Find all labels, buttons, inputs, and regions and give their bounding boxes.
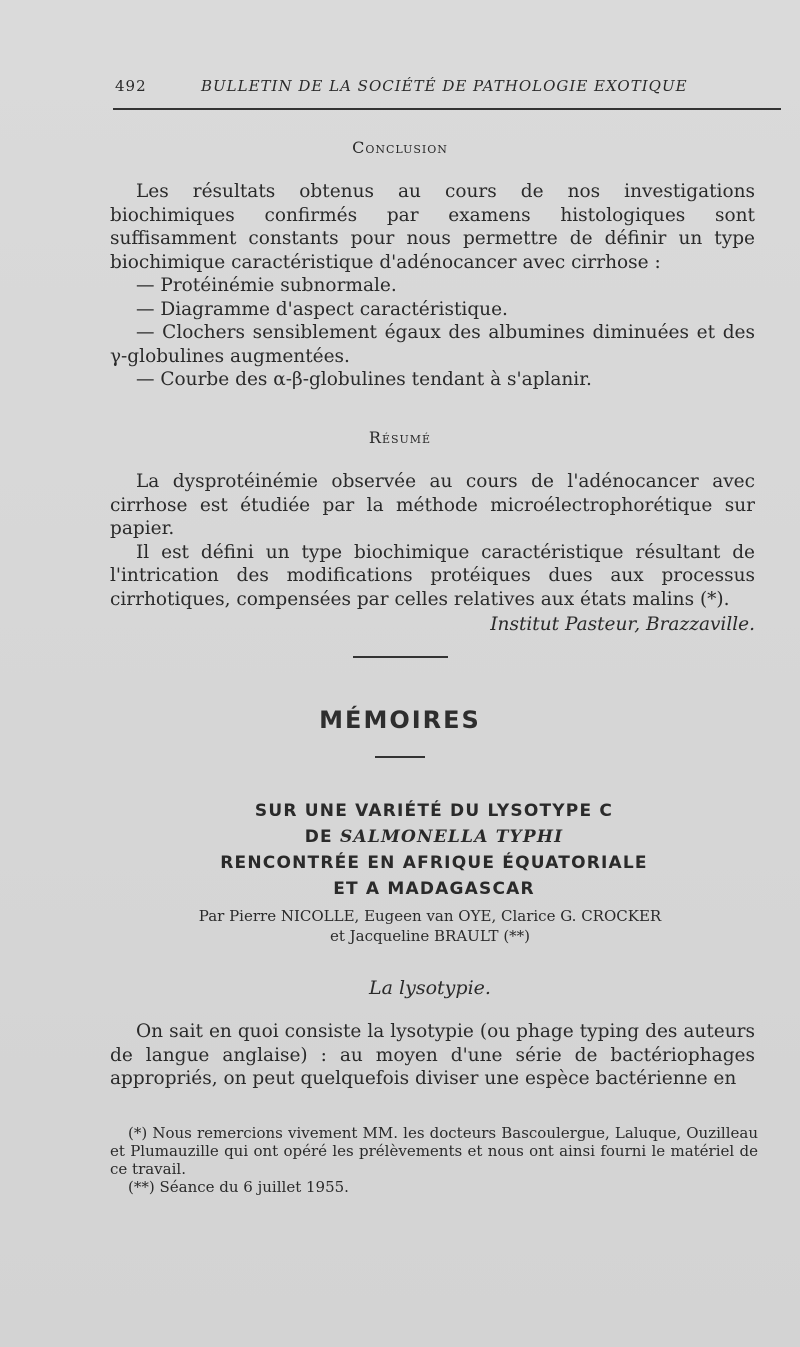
footnote-2: (**) Séance du 6 juillet 1955. — [128, 1178, 349, 1196]
running-title: BULLETIN DE LA SOCIÉTÉ DE PATHOLOGIE EXOTIQUE — [201, 77, 688, 95]
memoires-underline — [375, 756, 425, 758]
affiliation: Institut Pasteur, Brazzaville. — [490, 614, 755, 635]
conclusion-item-3: — Clochers sensiblement égaux des albumines diminuées et des γ-globulines augmentées. — [110, 322, 755, 367]
authors-line-1: Par Pierre NICOLLE, Eugeen van OYE, Clarice G. CROCKER — [198, 907, 662, 925]
conclusion-paragraph: Les résultats obtenus au cours de nos investigations biochimiques confirmés par examens histologiques sont suffisamment constants pour nous permettre de définir un type biochimique caractéristique d'adénocancer avec cirrhose : — [110, 181, 755, 273]
authors-line-2: et Jacqueline BRAULT (**) — [329, 927, 531, 945]
subsection-heading: La lysotypie. — [369, 977, 491, 999]
page-number: 492 — [115, 77, 147, 95]
conclusion-item-4: — Courbe des α-β-globulines tendant à s'aplanir. — [136, 369, 592, 390]
article-title-line-3: RENCONTRÉE EN AFRIQUE ÉQUATORIALE — [220, 853, 648, 873]
memoires-heading: MÉMOIRES — [319, 706, 481, 734]
article-title-line-1: SUR UNE VARIÉTÉ DU LYSOTYPE C — [254, 801, 614, 821]
resume-body — [110, 470, 755, 637]
article-title-species: SALMONELLA TYPHI — [339, 827, 564, 847]
resume-title: Résumé — [368, 428, 432, 447]
header-rule — [113, 108, 781, 110]
section-divider — [353, 656, 448, 658]
footnotes — [110, 1124, 758, 1196]
article-body — [110, 1020, 755, 1091]
conclusion-body — [110, 180, 755, 392]
article-authors — [150, 906, 710, 946]
conclusion-title: Conclusion — [352, 138, 448, 157]
article-paragraph: On sait en quoi consiste la lysotypie (ou phage typing des auteurs de langue anglaise) : au moyen d'une série de bactériophages appropriés, on peut quelquefois diviser une espèce bactérienne en — [110, 1021, 755, 1089]
article-title-line-2 — [0, 824, 800, 850]
conclusion-item-2: — Diagramme d'aspect caractéristique. — [136, 298, 508, 320]
resume-paragraph-1: La dysprotéinémie observée au cours de l'adénocancer avec cirrhose est étudiée par la méthode microélectrophorétique sur papier. — [110, 471, 755, 539]
conclusion-item-1: — Protéinémie subnormale. — [136, 275, 397, 296]
footnote-1: (*) Nous remercions vivement MM. les docteurs Bascoulergue, Laluque, Ouzilleau et Plumauzille qui ont opéré les prélèvements et nous ont ainsi fourni le matériel de ce travail. — [110, 1124, 758, 1178]
article-title — [0, 798, 800, 902]
article-title-line-4: ET A MADAGASCAR — [333, 879, 535, 899]
article-title-prefix: DE — [304, 827, 340, 847]
resume-paragraph-2: Il est défini un type biochimique caractéristique résultant de l'intrication des modifications protéiques dues aux processus cirrhotiques, compensées par celles relatives aux états malins (*). — [110, 541, 755, 610]
